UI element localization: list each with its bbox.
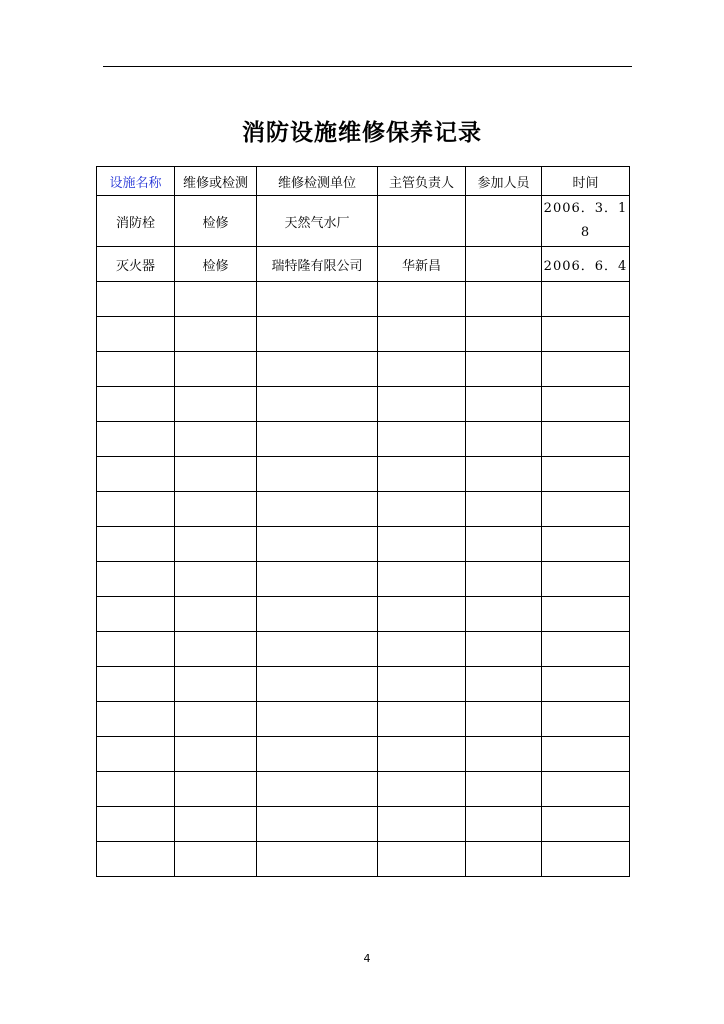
empty-cell	[466, 282, 542, 317]
empty-cell	[542, 492, 630, 527]
header-rule	[103, 66, 632, 67]
empty-cell	[97, 457, 175, 492]
empty-cell	[175, 842, 257, 877]
cell-service-unit: 天然气水厂	[257, 196, 378, 247]
empty-cell	[97, 562, 175, 597]
empty-cell	[97, 737, 175, 772]
empty-cell	[378, 842, 466, 877]
empty-cell	[542, 632, 630, 667]
empty-cell	[175, 667, 257, 702]
empty-cell	[175, 317, 257, 352]
empty-cell	[542, 282, 630, 317]
empty-cell	[542, 562, 630, 597]
table-row-empty	[97, 737, 630, 772]
cell-time-text: 2006．3．18	[543, 201, 628, 240]
empty-cell	[257, 457, 378, 492]
table-header-row	[97, 167, 630, 196]
empty-cell	[175, 457, 257, 492]
empty-cell	[257, 282, 378, 317]
empty-cell	[257, 597, 378, 632]
empty-cell	[175, 737, 257, 772]
empty-cell	[257, 387, 378, 422]
empty-cell	[466, 422, 542, 457]
cell-time	[542, 196, 630, 247]
empty-cell	[257, 492, 378, 527]
table-row	[97, 247, 630, 282]
empty-cell	[97, 702, 175, 737]
empty-cell	[542, 807, 630, 842]
empty-cell	[378, 632, 466, 667]
empty-cell	[175, 632, 257, 667]
empty-cell	[97, 282, 175, 317]
cell-participants	[466, 196, 542, 247]
empty-cell	[542, 667, 630, 702]
empty-cell	[378, 422, 466, 457]
empty-cell	[257, 667, 378, 702]
empty-cell	[257, 352, 378, 387]
empty-cell	[378, 317, 466, 352]
maintenance-record-table	[96, 166, 630, 877]
empty-cell	[257, 317, 378, 352]
empty-cell	[378, 772, 466, 807]
empty-cell	[97, 772, 175, 807]
empty-cell	[257, 842, 378, 877]
empty-cell	[175, 282, 257, 317]
empty-cell	[378, 527, 466, 562]
empty-cell	[466, 352, 542, 387]
empty-cell	[378, 702, 466, 737]
cell-repair-or-inspection: 检修	[175, 247, 257, 282]
empty-cell	[257, 632, 378, 667]
empty-cell	[175, 352, 257, 387]
empty-cell	[466, 492, 542, 527]
empty-cell	[175, 387, 257, 422]
cell-supervisor	[378, 196, 466, 247]
empty-cell	[542, 527, 630, 562]
empty-cell	[466, 702, 542, 737]
empty-cell	[466, 597, 542, 632]
empty-cell	[466, 527, 542, 562]
table-row-empty	[97, 527, 630, 562]
empty-cell	[542, 842, 630, 877]
table-row-empty	[97, 457, 630, 492]
empty-cell	[97, 352, 175, 387]
blank-rows	[97, 282, 630, 877]
empty-cell	[175, 772, 257, 807]
document-title: 消防设施维修保养记录	[242, 120, 482, 146]
empty-cell	[97, 527, 175, 562]
empty-cell	[175, 807, 257, 842]
table-row-empty	[97, 562, 630, 597]
empty-cell	[542, 352, 630, 387]
empty-cell	[97, 842, 175, 877]
header-participants: 参加人员	[466, 167, 542, 196]
empty-cell	[466, 842, 542, 877]
empty-cell	[97, 492, 175, 527]
page-number: 4	[363, 952, 371, 965]
empty-cell	[257, 807, 378, 842]
empty-cell	[378, 562, 466, 597]
header-service-unit: 维修检测单位	[257, 167, 378, 196]
table-row-empty	[97, 317, 630, 352]
empty-cell	[466, 632, 542, 667]
empty-cell	[97, 597, 175, 632]
empty-cell	[378, 597, 466, 632]
empty-cell	[542, 422, 630, 457]
empty-cell	[542, 597, 630, 632]
empty-cell	[97, 422, 175, 457]
table-row-empty	[97, 387, 630, 422]
empty-cell	[542, 772, 630, 807]
empty-cell	[466, 317, 542, 352]
empty-cell	[97, 632, 175, 667]
empty-cell	[97, 667, 175, 702]
empty-cell	[378, 492, 466, 527]
header-time: 时间	[542, 167, 630, 196]
empty-cell	[175, 597, 257, 632]
table-row-empty	[97, 667, 630, 702]
header-supervisor: 主管负责人	[378, 167, 466, 196]
empty-cell	[257, 562, 378, 597]
empty-cell	[542, 387, 630, 422]
table-row	[97, 196, 630, 247]
empty-cell	[97, 807, 175, 842]
cell-supervisor: 华新昌	[378, 247, 466, 282]
table-row-empty	[97, 772, 630, 807]
table-row-empty	[97, 702, 630, 737]
empty-cell	[378, 352, 466, 387]
empty-cell	[175, 527, 257, 562]
empty-cell	[466, 772, 542, 807]
empty-cell	[257, 422, 378, 457]
table-row-empty	[97, 632, 630, 667]
cell-service-unit: 瑞特隆有限公司	[257, 247, 378, 282]
empty-cell	[175, 562, 257, 597]
empty-cell	[175, 422, 257, 457]
empty-cell	[378, 667, 466, 702]
table-row-empty	[97, 597, 630, 632]
empty-cell	[257, 527, 378, 562]
empty-cell	[466, 807, 542, 842]
empty-cell	[257, 737, 378, 772]
empty-cell	[378, 807, 466, 842]
table-row-empty	[97, 842, 630, 877]
empty-cell	[175, 702, 257, 737]
table-row-empty	[97, 807, 630, 842]
empty-cell	[466, 387, 542, 422]
cell-time: 2006．6．4	[542, 247, 630, 282]
empty-cell	[378, 457, 466, 492]
empty-cell	[542, 457, 630, 492]
empty-cell	[542, 737, 630, 772]
table-row-empty	[97, 422, 630, 457]
table-row-empty	[97, 492, 630, 527]
empty-cell	[97, 317, 175, 352]
empty-cell	[542, 702, 630, 737]
empty-cell	[466, 457, 542, 492]
header-facility-name: 设施名称	[97, 167, 175, 196]
table-row-empty	[97, 352, 630, 387]
empty-cell	[378, 737, 466, 772]
empty-cell	[97, 387, 175, 422]
table-row-empty	[97, 282, 630, 317]
cell-facility-name: 灭火器	[97, 247, 175, 282]
empty-cell	[378, 282, 466, 317]
empty-cell	[466, 737, 542, 772]
empty-cell	[466, 562, 542, 597]
empty-cell	[378, 387, 466, 422]
empty-cell	[466, 667, 542, 702]
empty-cell	[542, 317, 630, 352]
cell-participants	[466, 247, 542, 282]
empty-cell	[257, 702, 378, 737]
empty-cell	[257, 772, 378, 807]
header-repair-or-inspection: 维修或检测	[175, 167, 257, 196]
cell-repair-or-inspection: 检修	[175, 196, 257, 247]
empty-cell	[175, 492, 257, 527]
cell-facility-name: 消防栓	[97, 196, 175, 247]
